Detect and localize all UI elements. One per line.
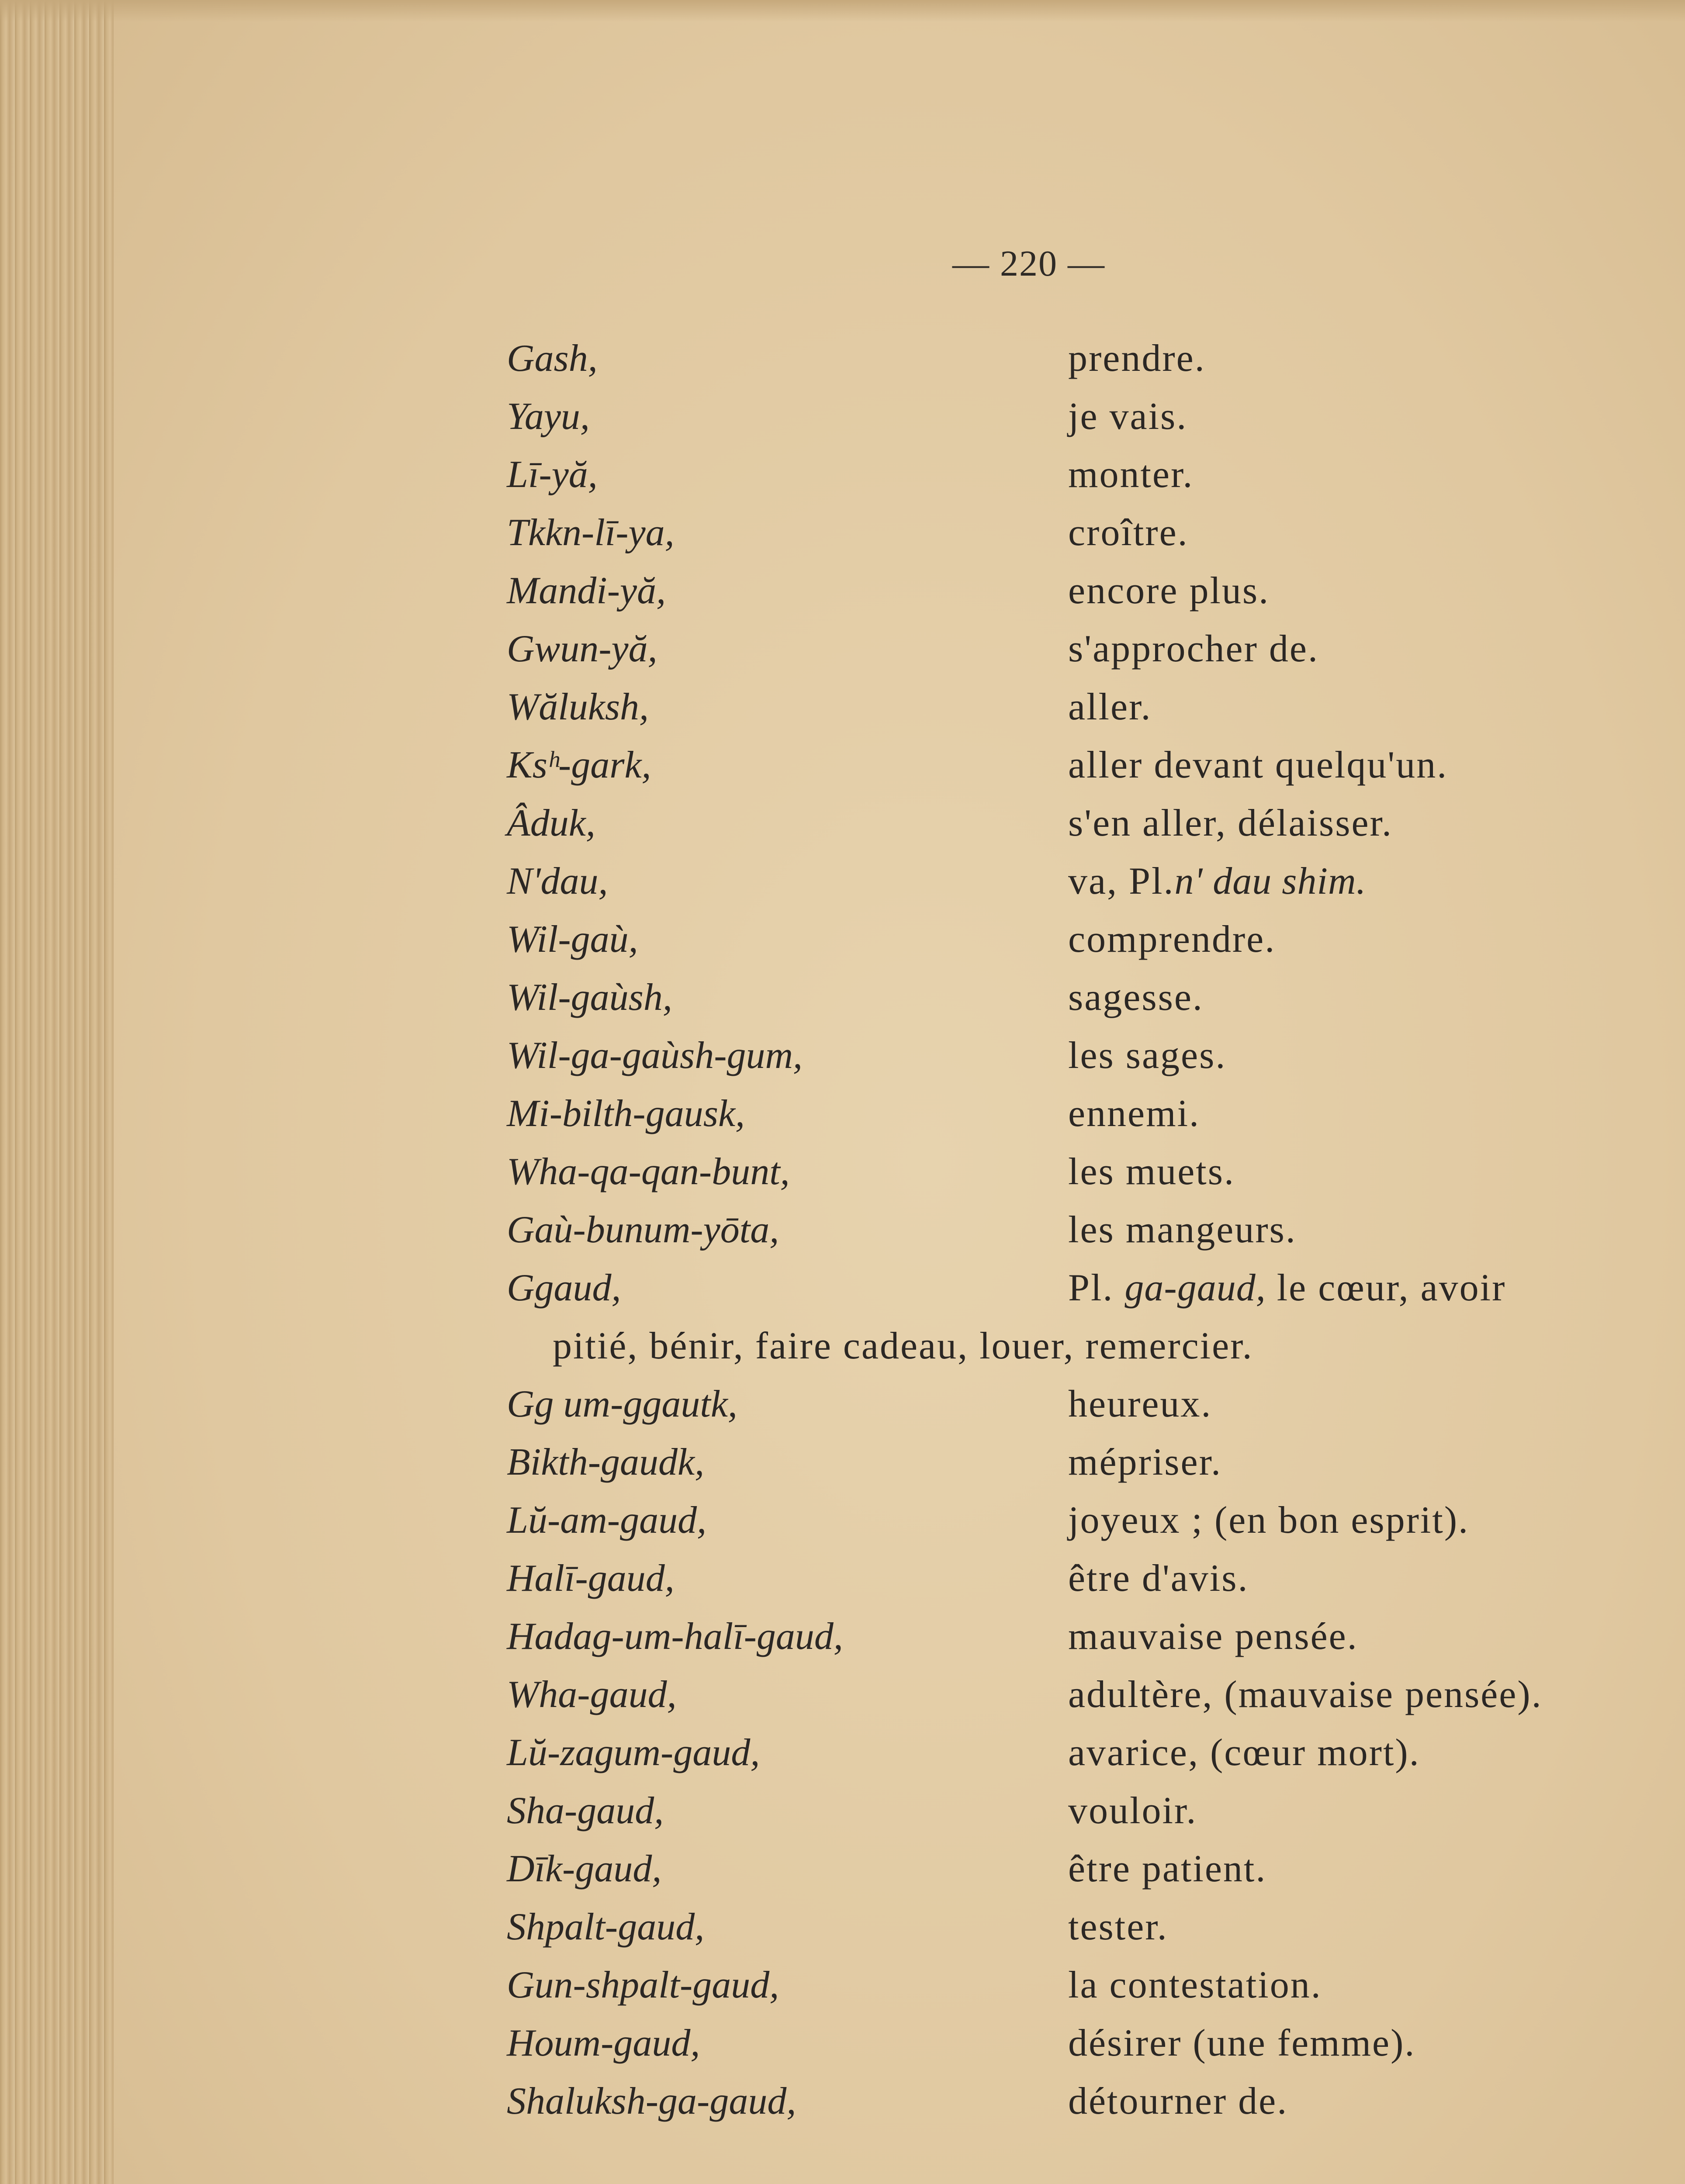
entry-gloss-italic: ga-gaud, <box>1124 1267 1266 1309</box>
entry-gloss <box>1068 394 1187 439</box>
entry-gloss-text: avarice, (cœur mort). <box>1068 1731 1420 1774</box>
entry-gloss <box>1068 2021 1415 2065</box>
entry-gloss <box>1068 1092 1200 1136</box>
entry-continuation: pitié, bénir, faire cadeau, louer, remercier. <box>553 1325 1253 1367</box>
glossary-list <box>507 336 1643 2137</box>
page-edges <box>0 0 114 2184</box>
entry-gloss-text: mépriser. <box>1068 1441 1222 1483</box>
entry-term: Wil-gaùsh, <box>507 976 672 1019</box>
glossary-entry <box>507 511 1643 569</box>
glossary-entry <box>507 2079 1643 2137</box>
entry-gloss-text: les muets. <box>1068 1151 1235 1193</box>
entry-gloss-text: désirer (une femme). <box>1068 2022 1416 2064</box>
entry-term: Wil-ga-gaùsh-gum, <box>507 1034 803 1077</box>
entry-gloss-text: mauvaise pensée. <box>1068 1615 1358 1658</box>
entry-gloss <box>1068 2079 1288 2123</box>
entry-gloss <box>1068 1731 1420 1775</box>
entry-gloss-text: détourner de. <box>1068 2080 1288 2122</box>
entry-gloss-text: je vais. <box>1068 395 1188 438</box>
page-number: — 220 — <box>952 243 1105 284</box>
entry-gloss <box>1068 859 1367 903</box>
glossary-entry <box>507 1905 1643 1963</box>
entry-gloss <box>1068 1033 1226 1078</box>
entry-gloss-text: croître. <box>1068 511 1189 554</box>
entry-gloss-text: les sages. <box>1068 1034 1227 1077</box>
glossary-entry <box>507 1266 1643 1382</box>
glossary-entry <box>507 975 1643 1033</box>
entry-gloss-text: s'en aller, délaisser. <box>1068 802 1393 844</box>
entry-gloss-text: comprendre. <box>1068 918 1276 961</box>
entry-term: Sha-gaud, <box>507 1790 664 1832</box>
page-top-edge <box>0 0 1685 22</box>
entry-gloss <box>1068 1963 1322 2007</box>
entry-gloss-text: les mangeurs. <box>1068 1209 1297 1251</box>
entry-gloss <box>1068 1556 1249 1600</box>
entry-term: Wha-qa-qan-bunt, <box>507 1151 790 1193</box>
entry-term: Gwun-yă, <box>507 628 657 670</box>
glossary-entry <box>507 1614 1643 1673</box>
entry-gloss <box>1068 1847 1266 1891</box>
entry-gloss-text: être d'avis. <box>1068 1557 1249 1600</box>
entry-gloss-after: le cœur, avoir <box>1266 1267 1506 1309</box>
glossary-entry <box>507 1731 1643 1789</box>
entry-term: Gun-shpalt-gaud, <box>507 1964 779 2006</box>
entry-term: Dīk-gaud, <box>507 1848 662 1890</box>
glossary-entry <box>507 394 1643 453</box>
glossary-entry <box>507 743 1643 801</box>
entry-gloss <box>1068 1208 1297 1252</box>
entry-gloss-text: ennemi. <box>1068 1092 1201 1135</box>
glossary-entry <box>507 1440 1643 1498</box>
entry-gloss <box>1068 685 1152 729</box>
entry-term: Gash, <box>507 337 598 380</box>
entry-gloss <box>1068 511 1189 555</box>
entry-gloss <box>1068 627 1319 671</box>
entry-term: Hadag-um-halī-gaud, <box>507 1615 843 1658</box>
entry-gloss <box>1068 569 1270 613</box>
entry-gloss-text: aller devant quelqu'un. <box>1068 744 1448 786</box>
entry-term: Lŭ-am-gaud, <box>507 1499 707 1541</box>
entry-gloss <box>1068 1614 1358 1659</box>
entry-gloss <box>1068 336 1206 380</box>
entry-term: Shpalt-gaud, <box>507 1906 705 1948</box>
glossary-entry <box>507 1963 1643 2021</box>
entry-gloss <box>1068 1440 1222 1484</box>
entry-gloss-text: la contestation. <box>1068 1964 1322 2006</box>
glossary-entry <box>507 917 1643 975</box>
entry-gloss-text: encore plus. <box>1068 570 1270 612</box>
glossary-entry <box>507 1033 1643 1092</box>
entry-term: Bikth-gaudk, <box>507 1441 705 1483</box>
entry-gloss-text: être patient. <box>1068 1848 1267 1890</box>
entry-gloss <box>1068 917 1276 961</box>
entry-gloss <box>1068 1498 1469 1542</box>
glossary-entry <box>507 1208 1643 1266</box>
entry-term: Wha-gaud, <box>507 1673 677 1716</box>
entry-gloss <box>1068 743 1448 787</box>
glossary-entry <box>507 336 1643 394</box>
glossary-entry <box>507 685 1643 743</box>
glossary-entry <box>507 1673 1643 1731</box>
glossary-entry <box>507 1382 1643 1440</box>
glossary-entry <box>507 2021 1643 2079</box>
glossary-entry <box>507 569 1643 627</box>
glossary-entry <box>507 627 1643 685</box>
entry-term: Tkkn-lī-ya, <box>507 511 675 554</box>
entry-term: Gg um-ggautk, <box>507 1383 737 1425</box>
entry-gloss-text: tester. <box>1068 1906 1168 1948</box>
entry-gloss <box>1068 1382 1212 1426</box>
entry-term: Lī-yă, <box>507 453 598 496</box>
entry-term: Gaù-bunum-yōta, <box>507 1209 779 1251</box>
entry-term: Shaluksh-ga-gaud, <box>507 2080 796 2122</box>
entry-gloss-text: aller. <box>1068 686 1152 728</box>
entry-term: Mandi-yă, <box>507 570 666 612</box>
entry-gloss <box>1068 975 1204 1019</box>
glossary-entry <box>507 453 1643 511</box>
entry-gloss <box>1068 801 1393 845</box>
glossary-entry <box>507 1150 1643 1208</box>
entry-term: Wăluksh, <box>507 686 649 728</box>
entry-gloss <box>1068 1266 1506 1310</box>
glossary-entry <box>507 1498 1643 1556</box>
entry-gloss-text: prendre. <box>1068 337 1206 380</box>
entry-gloss-text: va, Pl. <box>1068 860 1175 902</box>
glossary-entry <box>507 1847 1643 1905</box>
entry-gloss <box>1068 1905 1168 1949</box>
entry-term: Lŭ-zagum-gaud, <box>507 1731 760 1774</box>
entry-term: Wil-gaù, <box>507 918 638 961</box>
glossary-entry <box>507 1092 1643 1150</box>
entry-gloss <box>1068 453 1194 497</box>
glossary-entry <box>507 801 1643 859</box>
glossary-entry <box>507 859 1643 917</box>
entry-gloss <box>1068 1150 1235 1194</box>
glossary-entry <box>507 1789 1643 1847</box>
entry-term: Ggaud, <box>507 1267 621 1309</box>
entry-term: Halī-gaud, <box>507 1557 675 1600</box>
entry-gloss-italic: n' dau shim. <box>1174 860 1367 902</box>
entry-term: Mi-bilth-gausk, <box>507 1092 745 1135</box>
entry-gloss-text: sagesse. <box>1068 976 1204 1019</box>
entry-gloss <box>1068 1673 1543 1717</box>
entry-gloss-text: heureux. <box>1068 1383 1212 1425</box>
entry-term: Yayu, <box>507 395 590 438</box>
entry-term: Ksʰ-gark, <box>507 744 651 786</box>
entry-gloss <box>1068 1789 1197 1833</box>
entry-gloss-text: joyeux ; (en bon esprit). <box>1068 1499 1470 1541</box>
entry-term: Houm-gaud, <box>507 2022 700 2064</box>
glossary-entry <box>507 1556 1643 1614</box>
entry-gloss-text: Pl. <box>1068 1267 1125 1309</box>
entry-gloss-text: monter. <box>1068 453 1194 496</box>
entry-term: N'dau, <box>507 860 608 902</box>
entry-gloss-text: vouloir. <box>1068 1790 1197 1832</box>
entry-term: Âduk, <box>507 802 595 844</box>
entry-gloss-text: s'approcher de. <box>1068 628 1319 670</box>
entry-gloss-text: adultère, (mauvaise pensée). <box>1068 1673 1543 1716</box>
